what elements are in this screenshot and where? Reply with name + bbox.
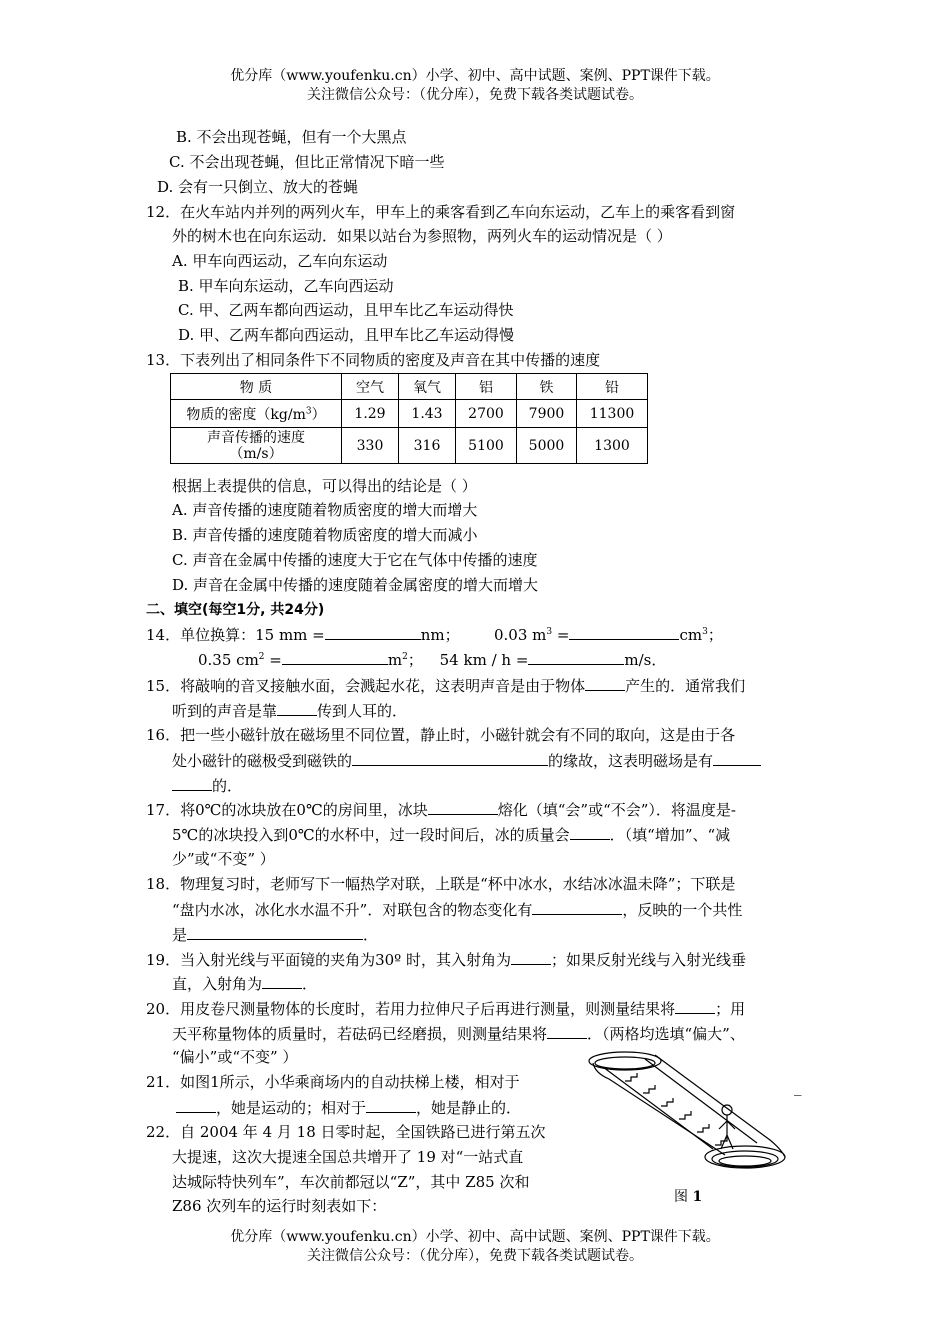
header-line-2: 关注微信公众号：（优分库），免费下载各类试题试卷。 xyxy=(307,87,643,103)
q16-line-2: 处小磁针的磁极受到磁铁的 的缘故，这表明磁场是有 xyxy=(172,750,761,771)
density-table xyxy=(170,373,648,464)
q22-line-1: 22．自 2004 年 4 月 18 日零时起，全国铁路已进行第五次 xyxy=(146,1123,546,1141)
q11-option-b: B. 不会出现苍蝇，但有一个大黑点 xyxy=(176,128,407,146)
footer-line-1: 优分库（www.youfenku.cn）小学、初中、高中试题、案例、PPT课件下载。 xyxy=(230,1229,720,1245)
q14-line-1: 14．单位换算：15 mm = nm； xyxy=(146,626,460,644)
table-header-cell: 铅 xyxy=(577,374,648,400)
table-cell: 330 xyxy=(342,428,399,464)
q12-option-b: B. 甲车向东运动，乙车向西运动 xyxy=(178,277,394,295)
figure-dash: _ xyxy=(794,1078,802,1096)
q18-line-3: 是 ． xyxy=(172,926,379,944)
table-row xyxy=(171,428,648,464)
q22-line-2: 大提速，这次大提速全国总共增开了 19 对“一站式直 xyxy=(172,1148,524,1166)
table-cell: 1.29 xyxy=(342,400,399,428)
q12-option-a: A. 甲车向西运动，乙车向东运动 xyxy=(172,252,388,270)
table-cell: 1.43 xyxy=(399,400,456,428)
q17-line-1: 17．将0℃的冰块放在0℃的房间里，冰块 熔化（填“会”或“不会”）．将温度是- xyxy=(146,801,736,819)
table-cell: 2700 xyxy=(456,400,517,428)
q17-line-2: 5℃的冰块投入到0℃的水杯中，过一段时间后，冰的质量会 ．（填“增加”、“减 xyxy=(172,826,731,844)
q15-line-1: 15．将敲响的音叉接触水面，会溅起水花，这表明声音是由于物体 产生的．通常我们 xyxy=(146,677,746,695)
q16-line-3: 的． xyxy=(172,775,242,796)
table-cell: 316 xyxy=(399,428,456,464)
q11-option-c: C. 不会出现苍蝇，但比正常情况下暗一些 xyxy=(169,153,445,171)
q14-line-1b: 0.03 $m^3 = cm^3$； xyxy=(494,626,723,644)
q18-line-1: 18．物理复习时，老师写下一幅热学对联，上联是“杯中冰水，水结冰冰温未降”；下联是 xyxy=(146,875,736,893)
q11-option-d: D. 会有一只倒立、放大的苍蝇 xyxy=(157,178,359,196)
table-cell: 7900 xyxy=(517,400,577,428)
q13-line-1: 13．下表列出了相同条件下不同物质的密度及声音在其中传播的速度 xyxy=(146,351,601,369)
table-header-cell: 空气 xyxy=(342,374,399,400)
q22-line-4: Z86 次列车的运行时刻表如下： xyxy=(172,1197,387,1215)
q12-option-c: C. 甲、乙两车都向西运动，且甲车比乙车运动得快 xyxy=(178,301,514,319)
table-header-cell: 物 质 xyxy=(171,374,342,400)
table-header-cell: 铁 xyxy=(517,374,577,400)
q20-line-2: 天平称量物体的质量时，若砝码已经磨损，则测量结果将 ．（两格均选填“偏大”、 xyxy=(172,1025,745,1043)
q20-line-3: “偏小”或“不变” ） xyxy=(172,1048,298,1066)
q17-line-3: 少”或“不变” ） xyxy=(172,850,275,868)
q19-line-2: 直，入射角为 ． xyxy=(172,975,318,993)
footer-line-2: 关注微信公众号：（优分库），免费下载各类试题试卷。 xyxy=(307,1248,643,1264)
q19-line-1: 19．当入射光线与平面镜的夹角为30º 时，其入射角为 ；如果反射光线与入射光线垂 xyxy=(146,951,747,969)
table-header-cell: 铝 xyxy=(456,374,517,400)
section-2-title: 二、填空(每空1分, 共24分) xyxy=(146,602,325,618)
q13-option-c: C. 声音在金属中传播的速度大于它在气体中传播的速度 xyxy=(172,551,538,569)
q21-line-2: ，她是运动的；相对于 ，她是静止的． xyxy=(176,1097,521,1118)
q13-option-b: B. 声音传播的速度随着物质密度的增大而减小 xyxy=(172,526,478,544)
table-cell: 11300 xyxy=(577,400,648,428)
table-header-cell: 氧气 xyxy=(399,374,456,400)
q18-line-2: “盘内水冰，冰化水水温不升”．对联包含的物态变化有 ，反映的一个共性 xyxy=(172,901,743,919)
table-cell: 5100 xyxy=(456,428,517,464)
q12-line-1: 12．在火车站内并列的两列火车，甲车上的乘客看到乙车向东运动，乙车上的乘客看到窗 xyxy=(146,203,736,221)
table-row xyxy=(171,400,648,428)
speed-label-cell: 声音传播的速度 （m/s） xyxy=(171,428,342,464)
density-label-cell: 物质的密度$(kg/m^3)$ xyxy=(171,400,342,428)
q16-line-1: 16．把一些小磁针放在磁场里不同位置，静止时，小磁针就会有不同的取向，这是由于各 xyxy=(146,726,736,744)
q20-line-1: 20．用皮卷尺测量物体的长度时，若用力拉伸尺子后再进行测量，则测量结果将 ；用 xyxy=(146,1000,746,1018)
escalator-illustration xyxy=(585,1045,805,1180)
table-cell: 5000 xyxy=(517,428,577,464)
q15-line-2: 听到的声音是靠 传到人耳的． xyxy=(172,702,408,720)
table-header-row xyxy=(171,374,648,400)
q13-line-2: 根据上表提供的信息，可以得出的结论是（ ） xyxy=(172,477,477,495)
escalator-figure xyxy=(585,1045,805,1180)
figure-caption: 图 1 xyxy=(674,1189,703,1205)
table-cell: 1300 xyxy=(577,428,648,464)
q13-option-a: A. 声音传播的速度随着物质密度的增大而增大 xyxy=(172,501,478,519)
q13-option-d: D. 声音在金属中传播的速度随着金属密度的增大而增大 xyxy=(172,576,539,594)
q14-line-2: 0.35 $cm^2 = m^2$； 54 km / h = m/s． xyxy=(198,651,667,669)
q12-line-2: 外的树木也在向东运动．如果以站台为参照物，两列火车的运动情况是（ ） xyxy=(172,227,672,245)
q21-line-1: 21．如图1所示，小华乘商场内的自动扶梯上楼，相对于 xyxy=(146,1073,520,1091)
q22-line-3: 达城际特快列车”，车次前都冠以“Z”，其中 Z85 次和 xyxy=(172,1173,530,1191)
header-line-1: 优分库（www.youfenku.cn）小学、初中、高中试题、案例、PPT课件下载。 xyxy=(230,68,720,84)
q12-option-d: D. 甲、乙两车都向西运动，且甲车比乙车运动得慢 xyxy=(178,326,515,344)
